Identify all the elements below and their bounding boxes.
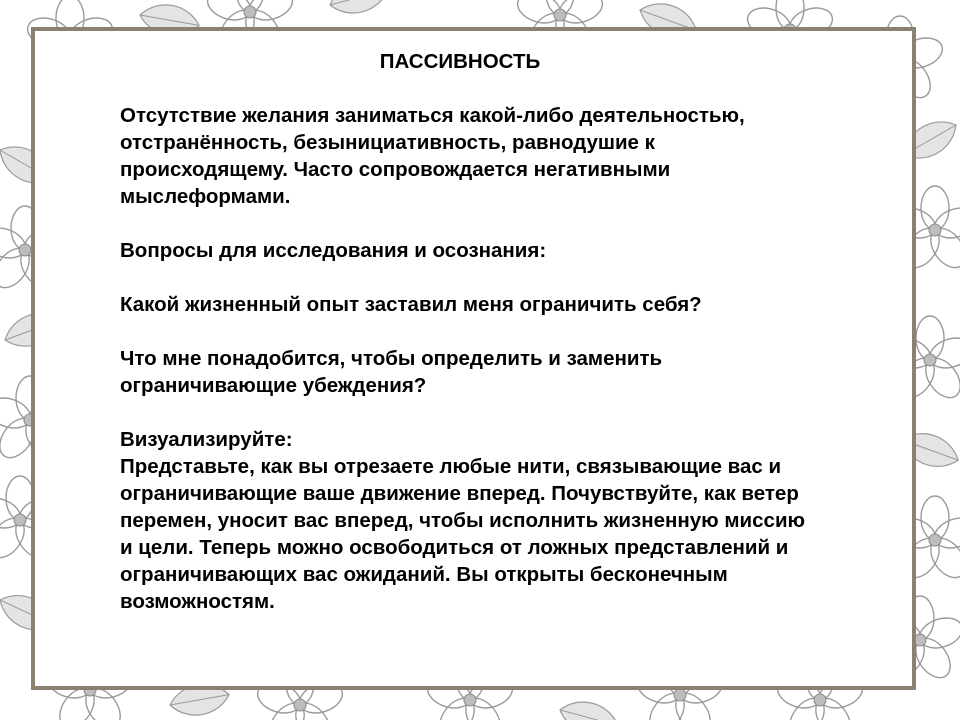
slide-content: [120, 48, 880, 615]
definition-text: Отсутствие желания заниматься какой-либо деятельностью, отстранённость, безынициативность, равнодушие к происходящему. Часто сопровождается негативными мыслеформами.: [120, 104, 745, 208]
visualize-text: Представьте, как вы отрезаете любые нити, связывающие вас и ограничивающие ваше движение вперед. Почувствуйте, как ветер перемен, уносит вас вперед, чтобы исполнить жизненную миссию и цели. Теперь можно освободиться от ложных представлений и ограничивающих вас ожиданий. Вы открыты бесконечным возможностям.: [120, 455, 806, 613]
question-1: Какой жизненный опыт заставил меня ограничить себя?: [120, 293, 702, 316]
slide-title: ПАССИВНОСТЬ: [379, 50, 541, 73]
question-2: Что мне понадобится, чтобы определить и заменить ограничивающие убеждения?: [120, 347, 663, 397]
questions-heading: Вопросы для исследования и осознания:: [120, 239, 547, 262]
visualize-heading: Визуализируйте:: [120, 428, 293, 451]
